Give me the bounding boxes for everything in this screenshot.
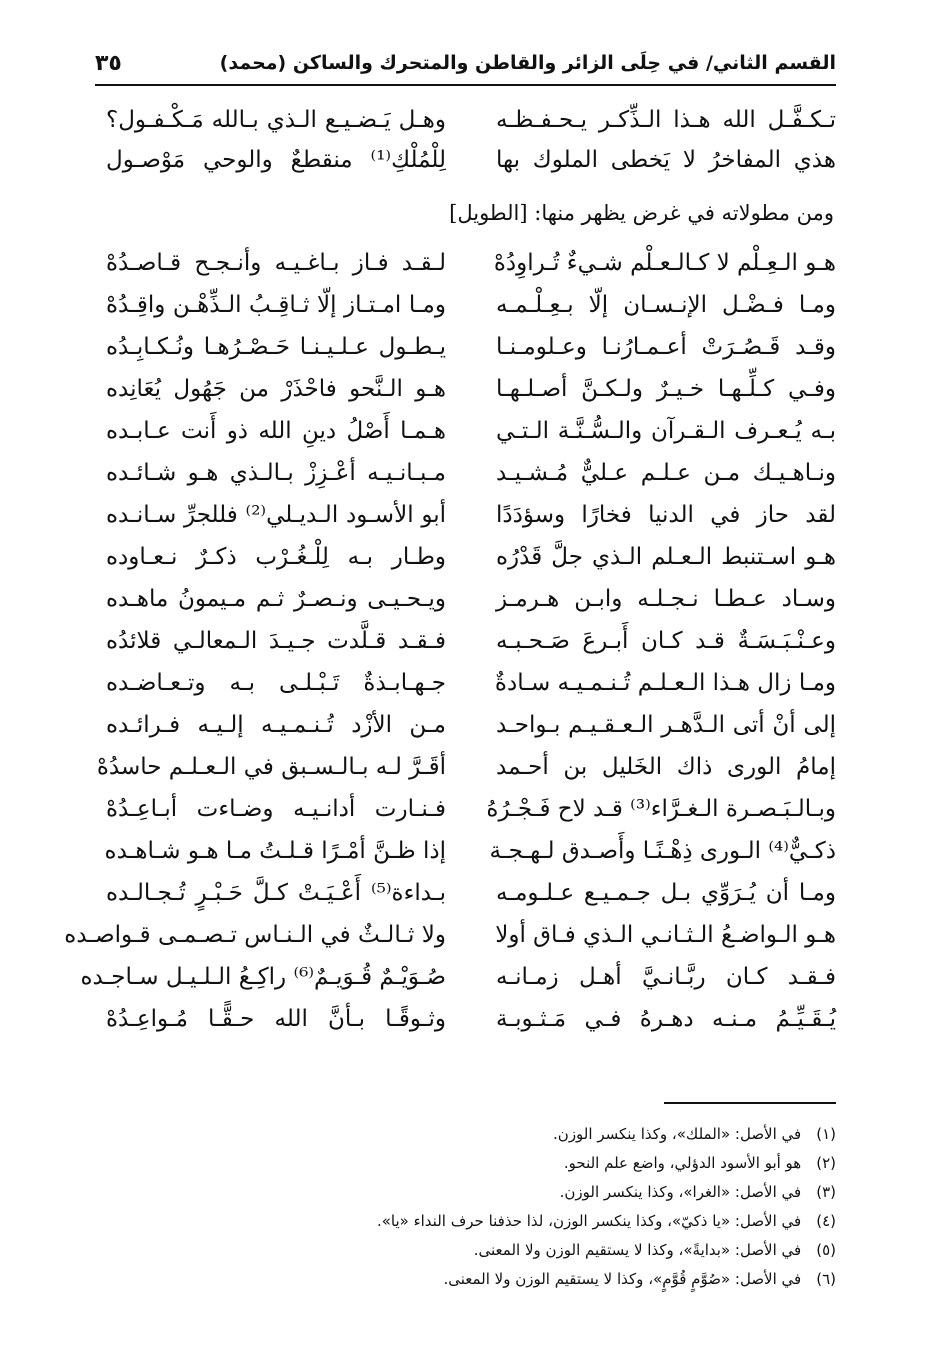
first-hemistich: هـو الـواضـعُ الـثـانـي الـذي فـاق أولا [495,922,836,948]
verse [95,705,836,745]
verse [95,831,836,871]
verse [95,369,836,409]
verse [95,243,836,283]
second-hemistich: لِلْمُلْكِ⁽¹⁾ منقطعٌ والوحي مَوْصـول [106,147,446,173]
second-hemistich: إذا ظـنَّ أمْـرًا قـلـتُ مـا هـو شـاهـده [104,838,446,864]
first-hemistich: إمامُ الورى ذاك الخَليل بن أحـمد [496,754,836,780]
verse [80,957,836,997]
second-hemistich: مـن الأزْد تُـنـمـيـه إلـيـه فـرائـده [106,712,446,738]
first-hemistich: ومـا زال هـذا الـعـلـم تُـنـمـيـه سـادةٌ [494,670,836,696]
footnote [95,1265,836,1294]
verse [95,411,836,451]
second-hemistich: صُـوَيْـمٌ قُـوَيـمٌ⁽⁶⁾ راكِـعُ الـلـيـل سـاجـده [80,964,446,990]
first-hemistich: ونـاهـيـك مـن عـلـم عـليٌّ مُـشـيـد [496,460,836,486]
second-hemistich: لـقـد فـاز بـاغـيـه وأنـجـح قـاصـدُهْ [106,250,446,276]
first-hemistich: فـقـد كـان ربَّـانـيَّ أهـل زمـانـه [496,964,836,990]
footnotes [95,1120,836,1294]
second-hemistich: وثـوقًـا بـأنَّ الله حـقًّـا مُـواعِـدُهْ [106,1006,446,1032]
verse [95,663,836,703]
footnote [95,1207,836,1236]
second-hemistich: مـبـانـيـه أعْـزِزْ بـالـذي هـو شـائـده [106,460,446,486]
second-hemistich: ويـحـيـى ونـصـرٌ ثـم مـيمونُ ماهـده [106,586,446,612]
second-hemistich: جـهـابـذةٌ تَـبْـلـى بـه وتـعـاضـده [106,670,446,696]
footnote-number: (٢) [816,1154,836,1172]
first-hemistich: وبـالـبَـصـرة الـغـرَّاء⁽³⁾ قـد لاح فَـجْـرُهُ [486,796,836,822]
footnote-number: (١) [816,1125,836,1143]
first-hemistich: وفـي كـلِّـهـا خـيـرٌ ولـكـنَّ أصـلـهـا [496,376,836,402]
footnote [95,1236,836,1265]
second-hemistich: هـمـا أَصْلُ دينِ الله ذو أَنت عـابـده [106,418,446,444]
verse [95,579,836,619]
first-hemistich: لقد حاز في الدنيا فخارًا وسؤدَدًا [496,502,836,528]
footnote-text: في الأصل: «الملك»، وكذا ينكسر الوزن. [553,1125,802,1143]
footnote-text: في الأصل: «صُوَّمٍ قُوَّمٍ»، وكذا لا يستقيم الوزن ولا المعنى. [443,1270,802,1288]
footnote-text: في الأصل: «بدايةً»، وكذا لا يستقيم الوزن ولا المعنى. [473,1241,802,1259]
footnote-number: (٥) [816,1241,836,1259]
first-hemistich: بـه يُـعـرف الـقـرآن والـسُّـنَّـة الـتـي [496,418,836,444]
first-hemistich: ومـا فـضْـل الإنـسـان إلّا بـعِـلْـمـه [496,292,836,318]
verse [95,100,836,140]
first-hemistich: ذكـيٌّ⁽⁴⁾ الـورى ذِهْـنًـا وأَصـدق لـهـجـة [489,838,836,864]
intro-line: ومن مطولاته في غرض يظهر منها: [الطويل] [449,201,834,225]
verse [95,999,836,1039]
first-hemistich: وقـد قَـصُـرَتْ أعـمـارُنـا وعـلومـنـا [496,334,836,360]
first-hemistich: وعـنْـبَـسَـةٌ قـد كـان أَبـرعَ صَـحـبـه [496,628,836,654]
second-hemistich: وهـل يَـضـيـع الـذي بـالله مَـكْـفـول؟ [106,107,446,133]
first-hemistich: تـكـفَّـل الله هـذا الـذِّكـر يـحـفـظـه [496,107,836,133]
second-hemistich: فـنـارت أدانـيـه وضـاءت أبـاعِـدُهْ [106,796,446,822]
second-hemistich: أقَـرَّ لـه بـالـسـبق في الـعـلـم حاسدُهْ [96,754,446,780]
verse [95,327,836,367]
first-hemistich: هذي المفاخرُ لا يَخطى الملوك بها [496,147,836,173]
footnote-number: (٤) [816,1212,836,1230]
verse [95,747,836,787]
first-hemistich: إلى أنْ أتى الـدَّهـر الـعـقـيـم بـواحـد [496,712,836,738]
verse [95,873,836,913]
page-number: ٣٥ [95,50,122,76]
second-hemistich: هـو الـنَّحو فاحْذَرْ من جَهُول يُعَانِده [106,376,446,402]
first-hemistich: هـو الـعِـلْم لا كـالـعـلْم شـيءٌ تُـراوِدُهْ [493,250,836,276]
first-hemistich: ومـا أن يُـرَوِّي بـل جـمـيـع عـلـومـه [496,880,836,906]
verse [95,621,836,661]
second-hemistich: ومـا امـتـاز إلّا ثـاقِـبُ الـذِّهْـن واقِـدُهْ [106,292,446,318]
footnote-text: في الأصل: «الغرا»، وكذا ينكسر الوزن. [559,1183,802,1201]
running-header [95,42,836,86]
second-hemistich: ولا ثـالـثٌ في الـنـاس تـصـمـى قـواصـده [64,922,446,948]
verse [95,495,836,535]
first-hemistich: يُـقَـيِّـمُ مـنـه دهـرهُ فـي مَـثـوبـة [496,1006,836,1032]
footnote-number: (٣) [816,1183,836,1201]
second-hemistich: أبو الأسـود الـديـلي⁽²⁾ فللجرِّ سـانـده [106,502,447,528]
first-hemistich: وسـاد عـطـا نـجـلـه وابـن هـرمـز [496,586,836,612]
verse [95,140,836,180]
footnote [95,1149,836,1178]
footnote-number: (٦) [816,1270,836,1288]
footnote-text: هو أبو الأسود الدؤلي، واضع علم النحو. [563,1154,802,1172]
header-title: القسم الثاني/ في حِلَى الزائر والقاطن والمتحرك والساكن (محمد) [219,52,836,74]
footnote [95,1120,836,1149]
verse [95,789,836,829]
verse [64,915,836,955]
verse [95,537,836,577]
footnote-text: في الأصل: «يا ذكيّ»، وكذا ينكسر الوزن، لذا حذفنا حرف النداء «يا». [376,1212,802,1230]
second-hemistich: وطـار بـه لِلْـغُـرْب ذكـرٌ نـعـاوده [106,544,446,570]
second-hemistich: يـطـول عـلـيـنـا حَـصْـرُهـا ونُـكـابِـدُه [106,334,446,360]
verse [95,453,836,493]
second-hemistich: بـداءة⁽⁵⁾ أَعْـيَـتْ كـلَّ حَـبْـرٍ تُـجـالـده [106,880,446,906]
footnote-separator [664,1102,836,1104]
second-hemistich: فـقـد قـلَّدت جـيـدَ الـمعالـي قلائدُه [106,628,446,654]
footnote [95,1178,836,1207]
verse [95,285,836,325]
first-hemistich: هـو اسـتنبط الـعـلم الـذي جلَّ قَدْرُه [496,544,836,570]
